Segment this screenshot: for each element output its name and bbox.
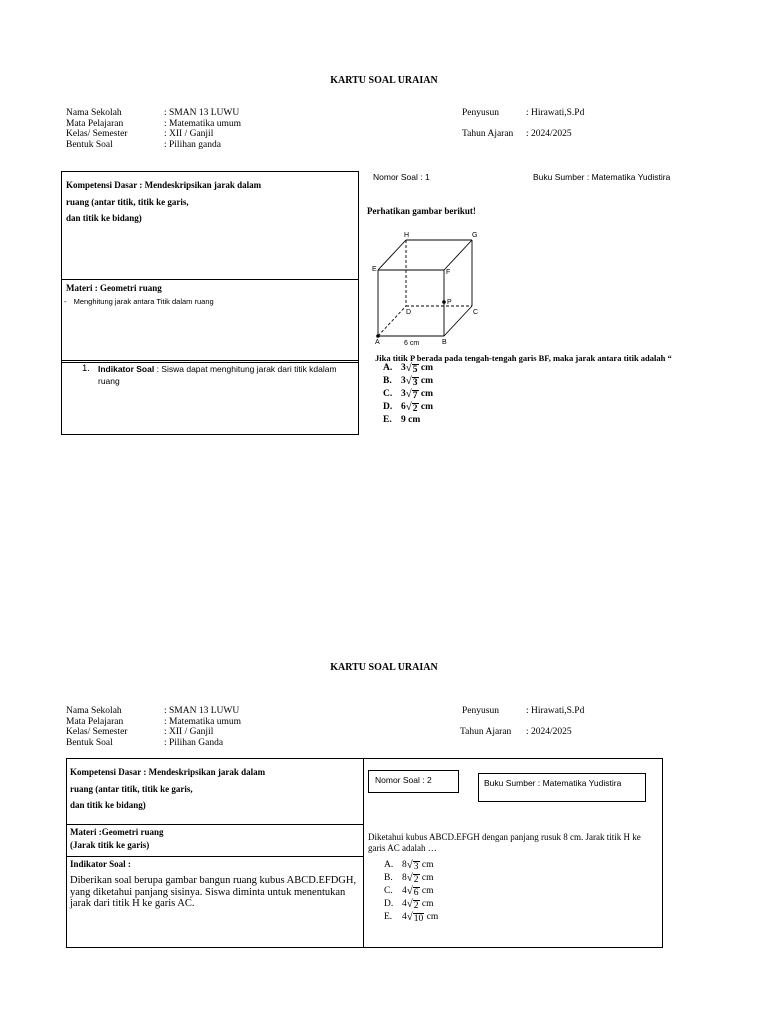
card2-nomor-soal: Nomor Soal : 2	[368, 770, 459, 793]
kd-line: Kompetensi Dasar : Mendeskripsikan jarak dalam	[70, 767, 266, 777]
option-c[interactable]: C. 4 √ 6 cm	[384, 884, 434, 898]
author-value: : Hirawati,S.Pd	[526, 706, 585, 716]
card2-indikator-text: Diberikan soal berupa gambar bangun ruang kubus ABCD.EFDGH, yang diketahui panjang sisinya. Siswa diminta untuk menentukan jarak dari titik H ke garis AC.	[70, 875, 357, 909]
option-c[interactable]: C. 3 √ 7 cm	[383, 387, 434, 401]
author-label: Penyusun	[462, 108, 499, 118]
form-value: : Pilihan ganda	[164, 139, 221, 150]
kd-line: ruang (antar titik, titik ke garis,	[70, 783, 193, 794]
indikator-label: Indikator Soal	[98, 364, 155, 374]
vertex-label: E	[372, 266, 377, 273]
kd-line: dan titik ke bidang)	[70, 800, 146, 810]
vertex-label: F	[446, 269, 451, 276]
year-label: Tahun Ajaran	[460, 727, 512, 737]
school-value: : SMAN 13 LUWU	[164, 706, 240, 716]
materi-line: (Jarak titik ke garis)	[70, 839, 150, 850]
vertex-label: D	[406, 309, 412, 316]
option-a[interactable]: A. 8 √ 3 cm	[384, 858, 434, 872]
card2-materi	[70, 826, 163, 851]
divider	[61, 279, 359, 280]
card1-materi: Materi : Geometri ruang	[66, 283, 162, 293]
class-value: : XII / Ganjil	[164, 727, 214, 737]
class-label: Kelas/ Semester	[66, 727, 128, 737]
card1-meta-labels	[66, 108, 127, 150]
vertex-label: B	[442, 339, 447, 346]
card1-nomor-soal: Nomor Soal : 1	[373, 172, 430, 182]
indikator-text: : Siswa dapat menghitung jarak dari titik kdalam	[154, 364, 337, 374]
card1-title: KARTU SOAL URAIAN	[330, 75, 438, 86]
card1-indikator	[98, 363, 356, 387]
vertex-label: G	[472, 232, 478, 239]
option-d[interactable]: D. 4 √ 2 cm	[384, 897, 434, 911]
card2-options	[384, 859, 438, 924]
form-label: Bentuk Soal	[66, 737, 113, 748]
card2-meta-values	[164, 706, 241, 748]
subject-label: Mata Pelajaran	[66, 716, 124, 727]
kd-line: Kompetensi Dasar : Mendeskripsikan jarak dalam	[66, 180, 262, 190]
card1-options	[383, 362, 433, 427]
card2-kd	[70, 764, 265, 814]
vertex-label: P	[447, 299, 452, 306]
divider	[66, 856, 363, 857]
divider	[66, 824, 363, 825]
option-b[interactable]: B. 8 √ 2 cm	[384, 871, 434, 885]
option-e[interactable]: E. 9 cm	[383, 415, 421, 425]
card2-question: Diketahui kubus ABCD.EFGH dengan panjang rusuk 8 cm. Jarak titik H ke garis AC adalah …	[368, 832, 641, 853]
bullet-dash: -	[64, 297, 67, 306]
school-label: Nama Sekolah	[66, 706, 122, 716]
class-label: Kelas/ Semester	[66, 129, 128, 139]
card1-kd	[66, 177, 261, 227]
option-e[interactable]: E. 4 √ 10 cm	[384, 910, 439, 924]
option-d[interactable]: D. 6 √ 2 cm	[383, 400, 434, 414]
subject-value: : Matematika umum	[164, 118, 242, 129]
subject-value: : Matematika umum	[164, 716, 242, 727]
card2-indikator-label: Indikator Soal :	[70, 859, 131, 869]
cube-diagram	[368, 226, 488, 348]
divider	[363, 758, 364, 948]
school-label: Nama Sekolah	[66, 108, 122, 118]
class-value: : XII / Ganjil	[164, 129, 214, 139]
option-b[interactable]: B. 3 √ 3 cm	[383, 374, 434, 388]
divider	[61, 360, 359, 361]
card1-instruction: Perhatikan gambar berikut!	[367, 206, 476, 216]
kd-line: dan titik ke bidang)	[66, 213, 142, 223]
author-value: : Hirawati,S.Pd	[526, 108, 585, 118]
indikator-num: 1.	[82, 363, 90, 374]
card1-meta-values	[164, 108, 241, 150]
kd-line: ruang (antar titik, titik ke garis,	[66, 196, 189, 207]
card2-buku-sumber: Buku Sumber : Matematika Yudistira	[478, 773, 646, 802]
school-value: : SMAN 13 LUWU	[164, 108, 240, 118]
card2-title: KARTU SOAL URAIAN	[330, 662, 438, 673]
author-label: Penyusun	[462, 706, 499, 716]
vertex-label: H	[404, 232, 410, 239]
card2-meta-labels	[66, 706, 127, 748]
year-label: Tahun Ajaran	[462, 129, 514, 139]
materi-bullet-text: Menghitung jarak antara Titik dalam ruang	[73, 297, 214, 306]
option-a[interactable]: A. 3 √ 5 cm	[383, 361, 434, 375]
card1-buku-sumber: Buku Sumber : Matematika Yudistira	[533, 172, 671, 182]
year-value: : 2024/2025	[526, 129, 572, 139]
edge-length-label: 6 cm	[404, 340, 420, 347]
indikator-text-2: ruang	[98, 376, 120, 386]
materi-line: Materi :Geometri ruang	[70, 827, 164, 837]
year-value: : 2024/2025	[526, 727, 572, 737]
card1-question: Jika titik P berada pada tengah-tengah garis BF, maka jarak antara titik adalah “	[375, 353, 672, 363]
vertex-label: A	[375, 339, 380, 346]
form-label: Bentuk Soal	[66, 139, 113, 150]
card1-materi-bullet	[64, 297, 214, 306]
subject-label: Mata Pelajaran	[66, 118, 124, 129]
form-value: : Pilihan Ganda	[164, 737, 224, 748]
vertex-label: C	[473, 309, 479, 316]
